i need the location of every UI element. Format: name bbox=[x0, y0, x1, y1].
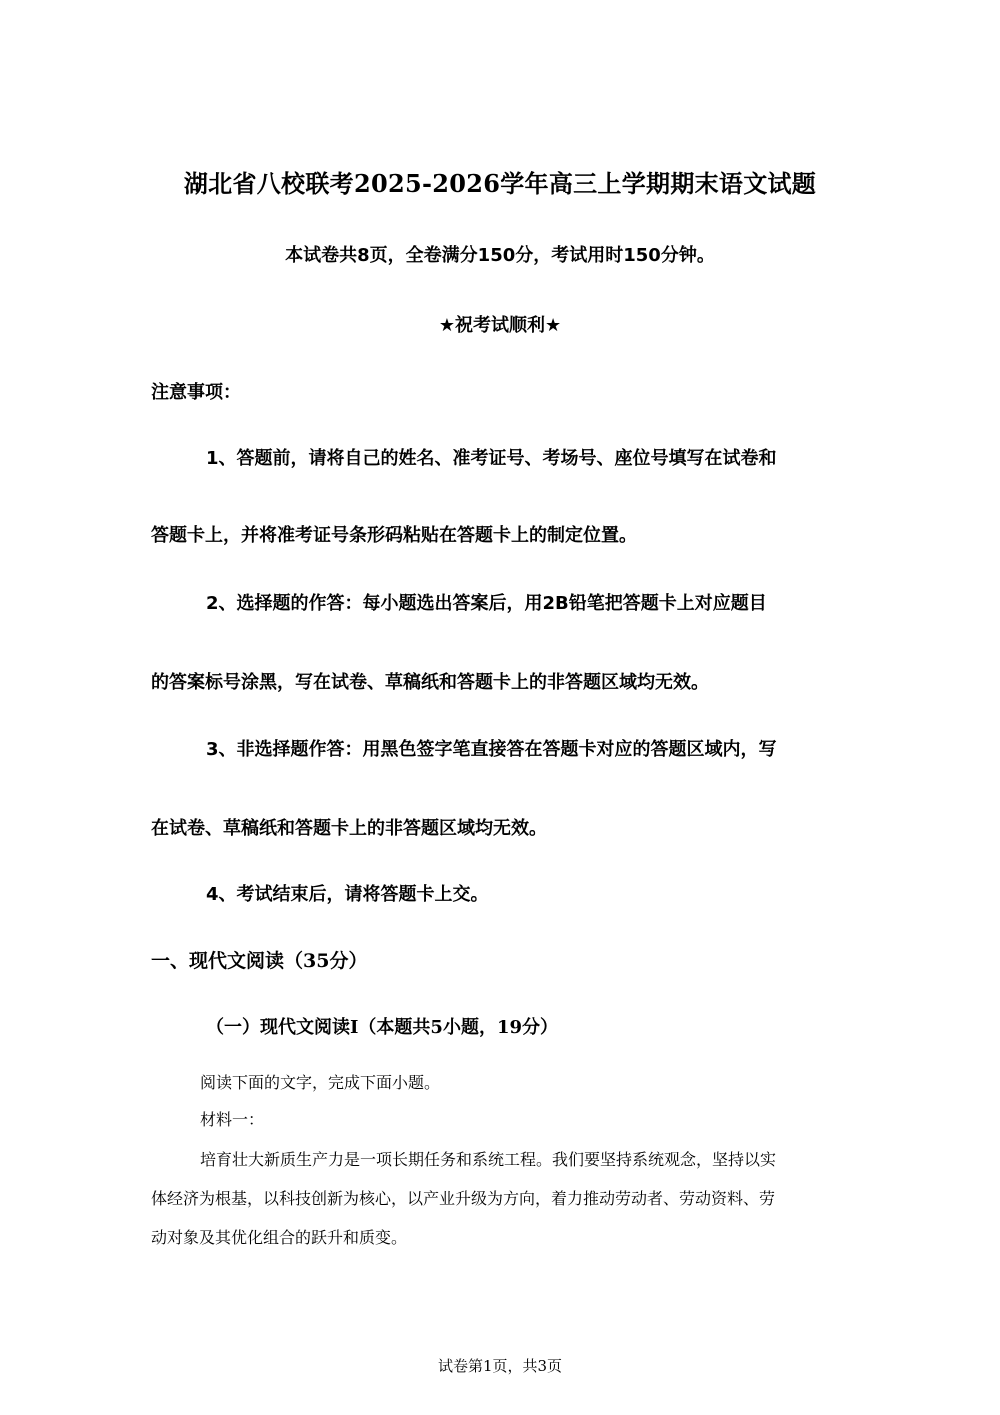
notice-line: 2、选择题的作答：每小题选出答案后，用2B铅笔把答题卡上对应题目 bbox=[206, 593, 767, 614]
notice-heading: 注意事项： bbox=[151, 382, 241, 403]
wish-text: ★祝考试顺利★ bbox=[438, 315, 562, 336]
page-title: 湖北省八校联考2025-2026学年高三上学期期末语文试题 bbox=[183, 169, 817, 198]
paragraph-line: 培育壮大新质生产力是一项长期任务和系统工程。我们要坚持系统观念，坚持以实 bbox=[200, 1150, 777, 1169]
notice-line: 的答案标号涂黑，写在试卷、草稿纸和答题卡上的非答题区域均无效。 bbox=[151, 672, 709, 693]
subsection-heading: （一）现代文阅读Ⅰ（本题共5小题，19分） bbox=[206, 1017, 558, 1038]
material-label: 材料一： bbox=[200, 1110, 265, 1129]
exam-info: 本试卷共8页，全卷满分150分，考试用时150分钟。 bbox=[285, 245, 715, 266]
page-footer: 试卷第1页，共3页 bbox=[437, 1357, 563, 1375]
notice-line: 1、答题前，请将自己的姓名、准考证号、考场号、座位号填写在试卷和 bbox=[206, 448, 777, 469]
paragraph-line: 动对象及其优化组合的跃升和质变。 bbox=[151, 1228, 408, 1247]
notice-line: 答题卡上，并将准考证号条形码粘贴在答题卡上的制定位置。 bbox=[151, 525, 637, 546]
notice-line: 4、考试结束后，请将答题卡上交。 bbox=[206, 884, 489, 905]
section-heading: 一、现代文阅读（35分） bbox=[151, 950, 368, 972]
notice-line: 在试卷、草稿纸和答题卡上的非答题区域均无效。 bbox=[151, 818, 547, 839]
instruction-text: 阅读下面的文字，完成下面小题。 bbox=[200, 1073, 441, 1092]
notice-line: 3、非选择题作答：用黑色签字笔直接答在答题卡对应的答题区域内，写 bbox=[206, 739, 777, 760]
paragraph-line: 体经济为根基，以科技创新为核心，以产业升级为方向，着力推动劳动者、劳动资料、劳 bbox=[151, 1189, 776, 1208]
